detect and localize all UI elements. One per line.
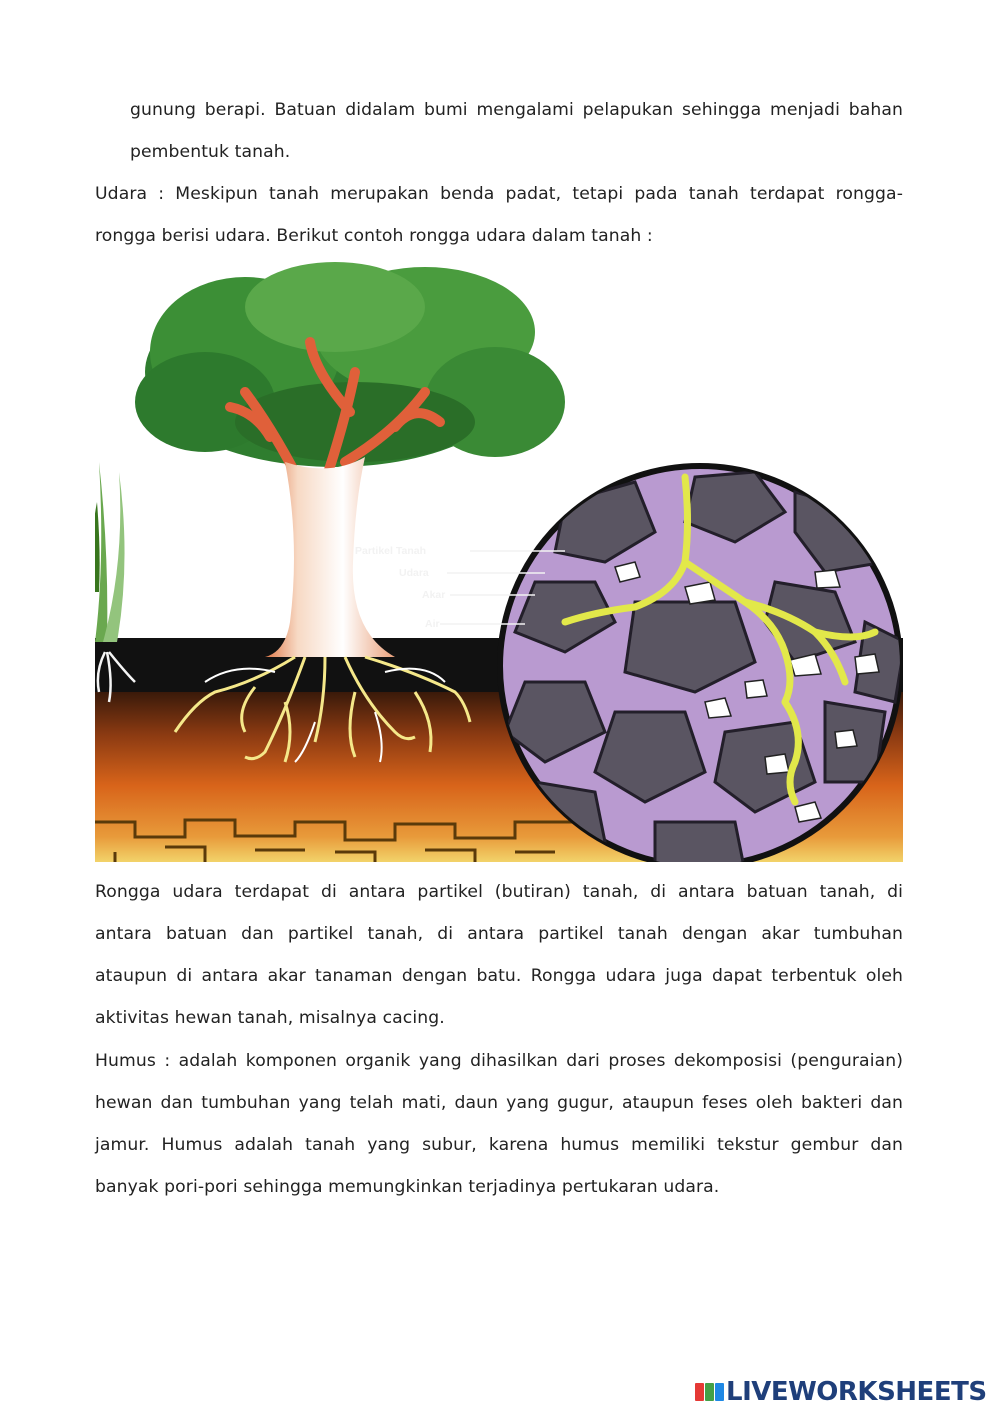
paragraph-1-line: gunung berapi. Batuan didalam bumi mengalami pelapukan sehingga menjadi bahan bbox=[130, 100, 903, 120]
liveworksheets-logo-icon bbox=[695, 1383, 724, 1401]
soil-air-cavity-illustration bbox=[95, 262, 903, 862]
paragraph-3-line: ataupun di antara akar tanaman dengan batu. Rongga udara juga dapat terbentuk oleh bbox=[95, 966, 903, 986]
logo-block bbox=[695, 1383, 704, 1401]
paragraph-humus bbox=[95, 1040, 903, 1208]
tree-canopy bbox=[135, 262, 565, 467]
logo-block bbox=[715, 1383, 724, 1401]
brand-text: LIVEWORKSHEETS bbox=[726, 1377, 987, 1407]
paragraph-rongga-udara bbox=[95, 871, 903, 1039]
paragraph-4-line: hewan dan tumbuhan yang telah mati, daun yang gugur, ataupun feses oleh bakteri dan bbox=[95, 1093, 903, 1113]
paragraph-2-line: Udara : Meskipun tanah merupakan benda padat, tetapi pada tanah terdapat rongga- bbox=[95, 184, 903, 204]
label-partikel-tanah: Partikel Tanah bbox=[355, 545, 426, 557]
label-akar: Akar bbox=[422, 589, 446, 601]
paragraph-4-line: Humus : adalah komponen organik yang dihasilkan dari proses dekomposisi (penguraian) bbox=[95, 1051, 903, 1071]
paragraph-2-line: rongga berisi udara. Berikut contoh rongga udara dalam tanah : bbox=[95, 226, 653, 246]
paragraph-3-line: antara batuan dan partikel tanah, di antara partikel tanah dengan akar tumbuhan bbox=[95, 924, 903, 944]
paragraph-1 bbox=[130, 89, 903, 173]
paragraph-4-line: banyak pori-pori sehingga memungkinkan terjadinya pertukaran udara. bbox=[95, 1177, 720, 1197]
paragraph-1-line: pembentuk tanah. bbox=[130, 142, 291, 162]
grass-blades bbox=[95, 462, 125, 642]
logo-block bbox=[705, 1383, 714, 1401]
paragraph-3-line: Rongga udara terdapat di antara partikel (butiran) tanah, di antara batuan tanah, di bbox=[95, 882, 903, 902]
magnified-soil-circle bbox=[500, 466, 903, 862]
paragraph-3-line: aktivitas hewan tanah, misalnya cacing. bbox=[95, 1008, 445, 1028]
paragraph-4-line: jamur. Humus adalah tanah yang subur, karena humus memiliki tekstur gembur dan bbox=[95, 1135, 903, 1155]
tree-trunk bbox=[265, 457, 395, 657]
paragraph-udara bbox=[95, 173, 903, 257]
illustration-svg bbox=[95, 262, 903, 862]
label-air: Air bbox=[425, 618, 440, 630]
label-udara: Udara bbox=[399, 567, 429, 579]
liveworksheets-brand bbox=[695, 1372, 987, 1412]
